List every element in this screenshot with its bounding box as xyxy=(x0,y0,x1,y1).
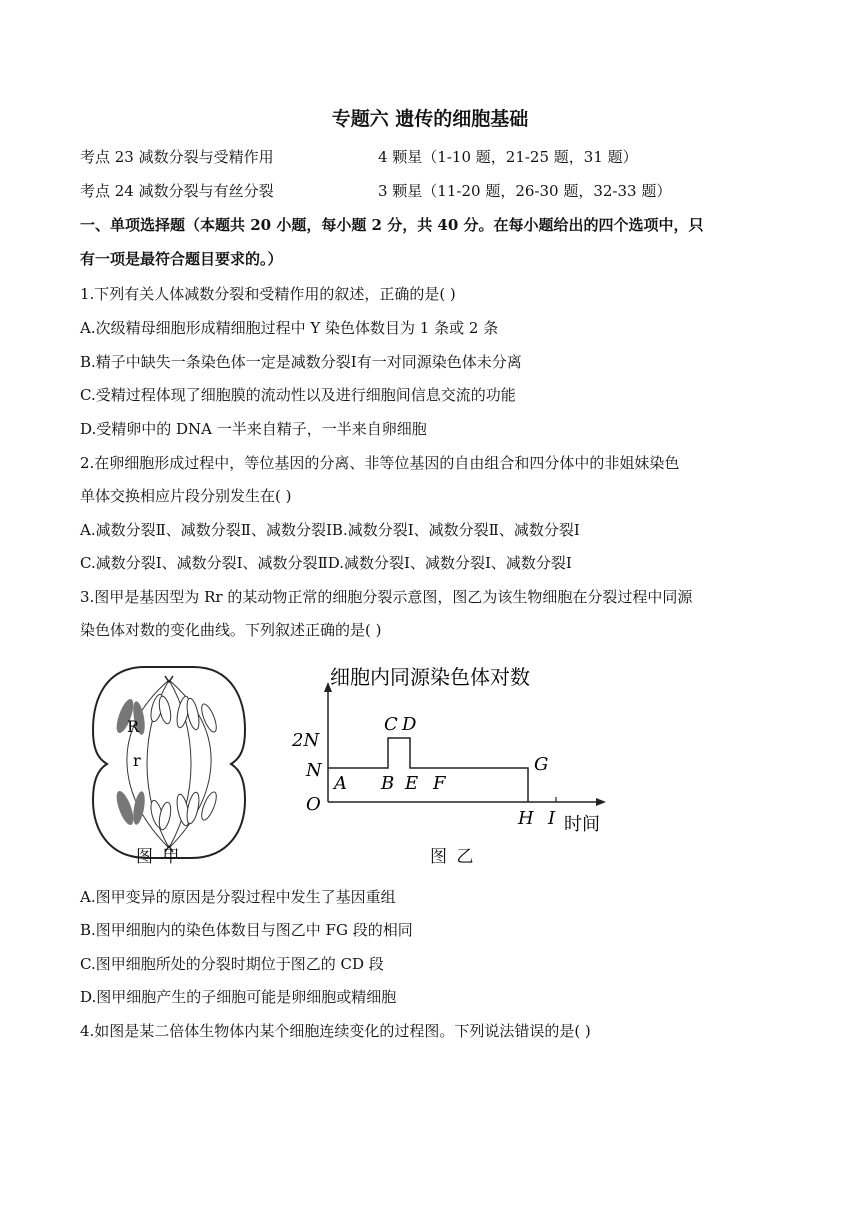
page-title: 专题六 遗传的细胞基础 xyxy=(331,108,529,130)
figure-yi-graph xyxy=(280,658,620,838)
q3-option-b: B.图甲细胞内的染色体数目与图乙中 FG 段的相同 xyxy=(80,921,413,939)
q2-stem-line2: 单体交换相应片段分别发生在( ) xyxy=(80,487,292,505)
point-E: E xyxy=(405,773,419,794)
point-F: F xyxy=(433,773,446,794)
point-G: G xyxy=(534,754,549,775)
kaodian-24-stars: 3 颗星（11-20 题，26-30 题，32-33 题） xyxy=(378,182,672,200)
y-axis-label: 细胞内同源染色体对数 xyxy=(330,665,530,689)
gene-label-r: r xyxy=(133,751,141,770)
figure-jia-cell-diagram xyxy=(85,658,255,868)
y-tick-2N: 2N xyxy=(292,730,320,751)
homologous-pairs-curve xyxy=(328,738,528,802)
q3-option-c: C.图甲细胞所处的分裂时期位于图乙的 CD 段 xyxy=(80,955,384,973)
kaodian-24-name: 考点 24 减数分裂与有丝分裂 xyxy=(80,182,274,200)
point-H: H xyxy=(518,808,534,829)
cell-membrane xyxy=(93,667,245,858)
q3-stem-line2: 染色体对数的变化曲线。下列叙述正确的是( ) xyxy=(80,621,382,639)
q2-stem-line1: 2.在卵细胞形成过程中，等位基因的分离、非等位基因的自由组合和四分体中的非姐妹染色 xyxy=(80,454,680,472)
q3-option-a: A.图甲变异的原因是分裂过程中发生了基因重组 xyxy=(80,888,396,906)
y-tick-O: O xyxy=(306,794,321,815)
q1-option-a: A.次级精母细胞形成精细胞过程中 Y 染色体数目为 1 条或 2 条 xyxy=(80,319,499,337)
q2-options-ab: A.减数分裂Ⅱ、减数分裂Ⅱ、减数分裂ⅠB.减数分裂Ⅰ、减数分裂Ⅱ、减数分裂Ⅰ xyxy=(80,521,580,539)
q4-stem: 4.如图是某二倍体生物体内某个细胞连续变化的过程图。下列说法错误的是( ) xyxy=(80,1022,591,1040)
q1-option-b: B.精子中缺失一条染色体一定是减数分裂Ⅰ有一对同源染色体未分离 xyxy=(80,353,522,371)
point-I: I xyxy=(548,808,556,829)
q1-stem: 1.下列有关人体减数分裂和受精作用的叙述，正确的是( ) xyxy=(80,285,456,303)
chromosomes-bottom xyxy=(113,789,219,831)
y-tick-N: N xyxy=(306,760,322,781)
kaodian-23-stars: 4 颗星（1-10 题，21-25 题，31 题） xyxy=(378,148,638,166)
q2-options-cd: C.减数分裂Ⅰ、减数分裂Ⅰ、减数分裂ⅡD.减数分裂Ⅰ、减数分裂Ⅰ、减数分裂Ⅰ xyxy=(80,554,572,572)
x-axis-arrow xyxy=(596,798,606,806)
q1-option-c: C.受精过程体现了细胞膜的流动性以及进行细胞间信息交流的功能 xyxy=(80,386,516,404)
kaodian-23-name: 考点 23 减数分裂与受精作用 xyxy=(80,148,274,166)
figure-yi-caption: 图 乙 xyxy=(430,847,476,867)
q3-stem-line1: 3.图甲是基因型为 Rr 的某动物正常的细胞分裂示意图，图乙为该生物细胞在分裂过程中同源 xyxy=(80,588,693,606)
q3-option-d: D.图甲细胞产生的子细胞可能是卵细胞或精细胞 xyxy=(80,988,397,1006)
q1-option-d: D.受精卵中的 DNA 一半来自精子，一半来自卵细胞 xyxy=(80,420,427,438)
section-heading-line2: 有一项是最符合题目要求的。） xyxy=(80,250,283,268)
point-D: D xyxy=(402,714,417,735)
point-B: B xyxy=(381,773,395,794)
point-C: C xyxy=(384,714,398,735)
figure-jia-caption: 图 甲 xyxy=(136,847,182,867)
x-axis-label: 时间 xyxy=(564,814,600,835)
section-heading-line1: 一、单项选择题（本题共 20 小题，每小题 2 分，共 40 分。在每小题给出的四个选项中，只 xyxy=(80,216,704,234)
point-A: A xyxy=(334,773,347,794)
gene-label-R: R xyxy=(127,717,140,736)
